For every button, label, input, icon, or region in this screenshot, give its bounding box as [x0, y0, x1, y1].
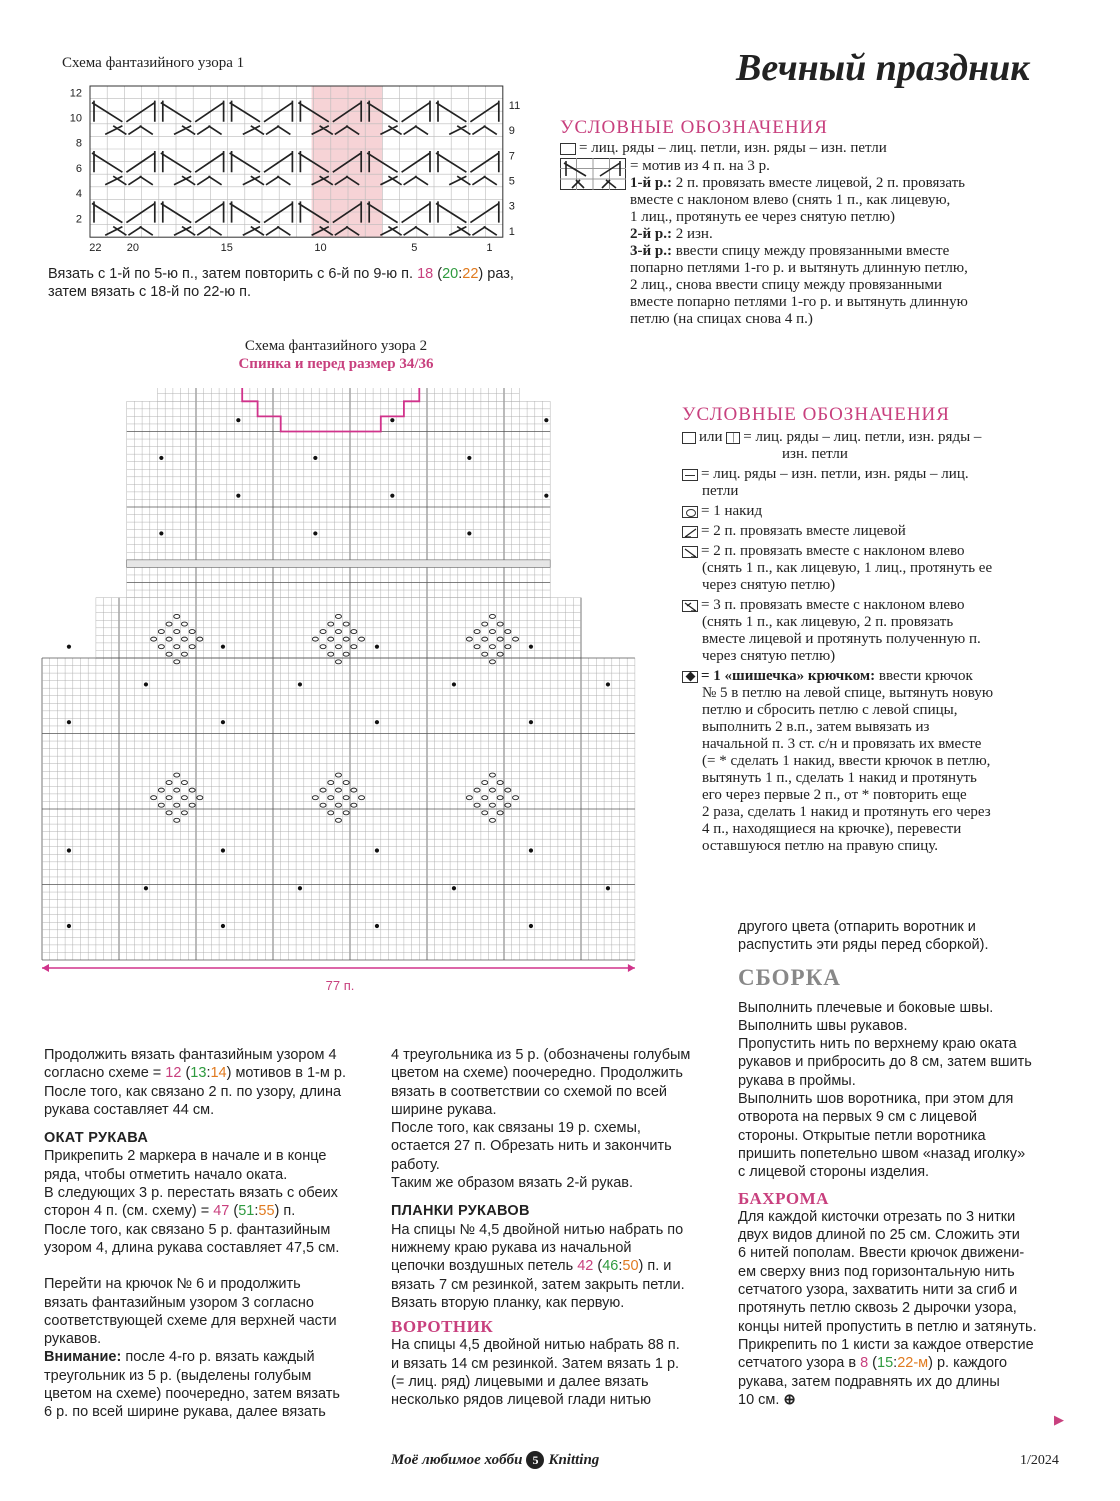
bobble-mark: [390, 418, 394, 422]
lace-yarn-over: [359, 637, 365, 641]
row-number-right: 5: [508, 175, 515, 188]
okat-heading: ОКАТ РУКАВА: [44, 1130, 149, 1147]
legend2-item7-line: его через первые 2 п., от * повторить еще: [702, 787, 967, 803]
lace-yarn-over: [328, 796, 334, 800]
bobble-mark: [221, 924, 225, 928]
lace-yarn-over: [482, 781, 488, 785]
bobble-mark: [159, 531, 163, 535]
lace-yarn-over: [174, 803, 180, 807]
bobble-mark: [221, 720, 225, 724]
lace-yarn-over: [343, 796, 349, 800]
bobble-mark: [375, 645, 379, 649]
legend2-item7-line: петлю и сбросить петлю с левой спицы,: [702, 702, 958, 718]
lace-yarn-over: [189, 630, 195, 634]
empty-cell-icon: [560, 143, 576, 155]
legend2-item7-lines: [702, 685, 1082, 855]
empty-cell-icon: [682, 432, 696, 444]
bobble-mark: [544, 494, 548, 498]
bobble-mark: [67, 720, 71, 724]
lace-yarn-over: [513, 637, 519, 641]
lace-yarn-over: [174, 660, 180, 664]
lace-yarn-over: [497, 622, 503, 626]
lace-yarn-over: [189, 788, 195, 792]
lace-yarn-over: [312, 796, 318, 800]
lace-yarn-over: [158, 630, 164, 634]
chart1-note-text-b: раз,: [483, 266, 514, 282]
legend2-item7-line: вытянуть 1 п., сделать 1 накид и протянуть: [702, 770, 977, 786]
legend2-item2: = лиц. ряды – изн. петли, изн. ряды – лиц. петли: [682, 466, 1082, 500]
lace-yarn-over: [320, 630, 326, 634]
chart1: [38, 78, 528, 262]
lace-yarn-over: [166, 637, 172, 641]
bobble-mark: [144, 886, 148, 890]
bobble-mark: [67, 645, 71, 649]
lace-yarn-over: [474, 788, 480, 792]
leaf-motif: [230, 151, 293, 185]
lace-yarn-over: [497, 652, 503, 656]
bobble-mark: [298, 682, 302, 686]
row-number-left: 12: [69, 87, 82, 100]
legend2-item6: = 3 п. провязать вместе с наклоном влево (снять 1 п., как лицевую, 2 п. провязать вместе лицевой и протянуть полученную п. через снятую петлю): [682, 597, 1082, 665]
lace-yarn-over: [158, 788, 164, 792]
bobble-mark: [144, 682, 148, 686]
legend2-item7-line: начальной п. 3 ст. с/н и провязать их вместе: [702, 736, 982, 752]
bobble-mark: [67, 924, 71, 928]
bobble-mark: [544, 418, 548, 422]
chart2-title: Схема фантазийного узора 2: [244, 338, 428, 354]
lace-yarn-over: [505, 788, 511, 792]
lace-yarn-over: [174, 818, 180, 822]
row-number-left: 2: [75, 213, 82, 226]
bobble-mark: [529, 848, 533, 852]
lace-yarn-over: [174, 788, 180, 792]
bobble-mark: [67, 848, 71, 852]
lace-yarn-over: [359, 796, 365, 800]
lace-yarn-over: [497, 781, 503, 785]
bobble-mark: [375, 924, 379, 928]
leaf-motif-icon: [560, 158, 626, 190]
width-arrow-right: [628, 964, 635, 972]
lace-yarn-over: [181, 811, 187, 815]
lace-yarn-over: [351, 788, 357, 792]
lace-yarn-over: [181, 637, 187, 641]
lace-yarn-over: [489, 660, 495, 664]
chart1-grid: [38, 78, 528, 262]
bobble-mark: [529, 645, 533, 649]
sborka-heading: СБОРКА: [738, 964, 841, 990]
lace-yarn-over: [343, 637, 349, 641]
bobble-mark: [159, 456, 163, 460]
legend1-heading: УСЛОВНЫЕ ОБОЗНАЧЕНИЯ: [560, 117, 828, 138]
row-number-right: 11: [508, 99, 521, 112]
lace-yarn-over: [197, 637, 203, 641]
chart1-title: Схема фантазийного узора 1: [62, 55, 245, 71]
legend2-item5: = 2 п. провязать вместе с наклоном влево (снять 1 п., как лицевую, 1 лиц., протянуть ее через снятую петлю): [682, 543, 1082, 594]
column-number: 5: [411, 242, 418, 255]
lace-yarn-over: [482, 622, 488, 626]
legend2-item7-line: 4 п., находящиеся на крючке), перевести: [702, 821, 962, 837]
leaf-motif: [436, 201, 499, 235]
lace-yarn-over: [166, 811, 172, 815]
lace-yarn-over: [505, 803, 511, 807]
legend2-item4: = 2 п. провязать вместе лицевой: [682, 523, 1082, 540]
k2tog-icon: [682, 526, 698, 538]
lace-yarn-over: [151, 637, 157, 641]
row-number-right: 9: [508, 125, 515, 138]
lace-yarn-over: [482, 637, 488, 641]
lace-yarn-over: [312, 637, 318, 641]
lace-yarn-over: [181, 622, 187, 626]
column-number: 1: [486, 242, 493, 255]
lace-yarn-over: [489, 818, 495, 822]
bobble-mark: [529, 720, 533, 724]
dash-cell-icon: [682, 469, 698, 481]
column-number: 15: [220, 242, 233, 255]
lace-yarn-over: [513, 796, 519, 800]
chart2: [40, 388, 640, 978]
lace-yarn-over: [343, 811, 349, 815]
lace-yarn-over: [328, 811, 334, 815]
lace-yarn-over: [166, 781, 172, 785]
lace-yarn-over: [166, 622, 172, 626]
lace-yarn-over: [497, 796, 503, 800]
lace-yarn-over: [335, 660, 341, 664]
row-number-right: 3: [508, 200, 515, 213]
lace-yarn-over: [174, 645, 180, 649]
leaf-motif: [92, 201, 155, 235]
leaf-motif: [436, 101, 499, 135]
leaf-motif: [92, 101, 155, 135]
lace-yarn-over: [335, 788, 341, 792]
bobble-mark: [221, 848, 225, 852]
footer-badge: 5: [526, 1451, 544, 1469]
vertical-bar-cell-icon: |: [726, 432, 740, 444]
lace-yarn-over: [320, 645, 326, 649]
lace-yarn-over: [328, 652, 334, 656]
lace-yarn-over: [482, 796, 488, 800]
lace-yarn-over: [489, 645, 495, 649]
row-number-left: 10: [69, 112, 82, 125]
legend2: [682, 429, 1082, 855]
lace-yarn-over: [181, 652, 187, 656]
yarn-over-icon: [682, 506, 698, 518]
lace-yarn-over: [181, 796, 187, 800]
neckline: [227, 388, 435, 432]
lace-yarn-over: [466, 796, 472, 800]
legend1-item2: = мотив из 4 п. на 3 р. 1-й р.: 2 п. провязать вместе лицевой, 2 п. провязать вместе с наклоном влево (снять 1 п., как лицевую, 1 лиц., протянуть ее через снятую петлю) 2-й р.: 2 изн. 3-й р.: ввести спицу между провязанными вместе попарно петлями 1-го р. и вытянуть длинную петлю, 2 лиц., снова ввести спицу между провязанными вместе попарно петлями 1-го р. и вытянуть длинную петлю (на спицах снова 4 п.): [560, 158, 1080, 328]
lace-yarn-over: [174, 773, 180, 777]
bobble-mark: [390, 494, 394, 498]
lace-yarn-over: [505, 630, 511, 634]
legend2-item7: = 1 «шишечка» крючком: ввести крючок № 5 в петлю на левой спице, вытянуть новую петлю и сбросить петлю с левой спицы, выполнить 2 в.п., затем вывязать из начальной п. 3 ст. с/н и провязать их вместе (= * сделать 1 накид, ввести крючок в петлю, вытянуть 1 п., сделать 1 накид и протянуть его через первые 2 п., от * повторить еще 2 раза, сделать 1 накид и протянуть его через 4 п., находящиеся на крючке), перевести оставшуюся петлю на правую спицу.: [682, 668, 1082, 855]
legend1: [560, 140, 1080, 328]
leaf-motif: [161, 201, 224, 235]
lace-yarn-over: [489, 614, 495, 618]
column-number: 10: [314, 242, 327, 255]
lace-yarn-over: [497, 637, 503, 641]
bobble-mark: [221, 645, 225, 649]
chart1-note-text: Вязать с 1-й по 5-ю п., затем повторить с 6-й по 9-ю п.: [48, 266, 418, 282]
lace-yarn-over: [489, 773, 495, 777]
lace-yarn-over: [482, 652, 488, 656]
row-number-right: 7: [508, 150, 515, 163]
lace-yarn-over: [351, 803, 357, 807]
legend1-item1: = лиц. ряды – лиц. петли, изн. ряды – изн. петли: [560, 140, 1080, 157]
lace-yarn-over: [489, 630, 495, 634]
chart2-width-label: 77 п.: [325, 978, 355, 993]
row-number-left: 6: [75, 162, 82, 175]
size-value-1: 18: [417, 266, 434, 282]
lace-yarn-over: [189, 645, 195, 649]
lace-yarn-over: [335, 645, 341, 649]
bobble-mark: [452, 886, 456, 890]
leaf-motif: [230, 201, 293, 235]
legend2-item7-line: 2 раза, сделать 1 накид и протянуть его через: [702, 804, 991, 820]
bobble-mark: [313, 456, 317, 460]
lace-yarn-over: [328, 637, 334, 641]
leaf-motif: [161, 101, 224, 135]
lace-yarn-over: [343, 652, 349, 656]
row-number-right: 1: [508, 225, 515, 238]
bobble-mark: [452, 682, 456, 686]
lace-yarn-over: [158, 803, 164, 807]
lace-yarn-over: [466, 637, 472, 641]
bobble-mark: [606, 886, 610, 890]
ssk-icon: [682, 546, 698, 558]
lace-yarn-over: [335, 803, 341, 807]
lace-yarn-over: [335, 818, 341, 822]
text-column-3: другого цвета (отпарить воротник и распустить эти ряды перед сборкой). СБОРКА Выполнить плечевые и боковые швы. Выполнить швы рукавов. Пропустить нить по верхнему краю оката рукавов и прибросить до 8 см, затем вшить рукава в проймы. Выполнить шов воротника, при этом для отворота на первых 9 см с лицевой стороны. Открытые петли воротника пришить попетельно швом «назад иголку» с лицевой стороны изделия. БАХРОМА Для каждой кисточки отрезать по 3 нитки двух видов длиной по 25 см. Сложить эти 6 нитей пополам. Ввести крючок движени- ем сверху вниз под горизонтальную нить сетчатого узора, захватить нити за сгиб и протянуть петлю сквозь 2 дырочки узора, концы нитей пропустить в петлю и затянуть. Прикрепить по 1 кисти за каждое отверстие сетчатого узора в 8 (15:22-м) р. каждого рукава, затем подравнять их до длины 10 см. ⊕: [738, 918, 1088, 1409]
lace-yarn-over: [335, 614, 341, 618]
bobble-mark: [375, 720, 379, 724]
lace-yarn-over: [351, 645, 357, 649]
lace-yarn-over: [197, 796, 203, 800]
lace-yarn-over: [489, 803, 495, 807]
lace-yarn-over: [335, 773, 341, 777]
leaf-motif: [92, 151, 155, 185]
lace-yarn-over: [474, 630, 480, 634]
size-value-2: 20: [442, 266, 459, 282]
lace-yarn-over: [158, 645, 164, 649]
legend2-item7-line: выполнить 2 в.п., затем вывязать из: [702, 719, 930, 735]
page-title: Вечный праздник: [736, 47, 1030, 89]
bobble-mark: [375, 848, 379, 852]
legend2-item7-line: оставшуюся петлю на правую спицу.: [702, 838, 939, 854]
lace-yarn-over: [497, 811, 503, 815]
column-number: 22: [89, 242, 102, 255]
vorot-heading: ВОРОТНИК: [391, 1317, 494, 1337]
column-number: 20: [126, 242, 140, 255]
lace-yarn-over: [474, 803, 480, 807]
lace-yarn-over: [166, 796, 172, 800]
lace-yarn-over: [505, 645, 511, 649]
next-page-arrow-icon[interactable]: ▶: [1054, 1412, 1064, 1427]
bobble-mark: [467, 531, 471, 535]
leaf-motif: [230, 101, 293, 135]
bobble-mark: [313, 531, 317, 535]
bahroma-heading: БАХРОМА: [738, 1188, 829, 1208]
lace-yarn-over: [489, 788, 495, 792]
legend2-heading: УСЛОВНЫЕ ОБОЗНАЧЕНИЯ: [682, 404, 950, 425]
legend2-item7-line: № 5 в петлю на левой спице, вытянуть новую: [702, 685, 994, 701]
lace-yarn-over: [328, 622, 334, 626]
lace-yarn-over: [351, 630, 357, 634]
lace-yarn-over: [174, 614, 180, 618]
footer-brand: Моё любимое хобби 5 Knitting: [391, 1451, 600, 1468]
bobble-mark: [529, 924, 533, 928]
lace-yarn-over: [343, 781, 349, 785]
legend2-item7-line: (= * сделать 1 накид, ввести крючок в петлю,: [702, 753, 991, 769]
bobble-mark: [298, 886, 302, 890]
chart2-subtitle: Спинка и перед размер 34/36: [238, 356, 434, 372]
row-number-left: 8: [75, 137, 82, 150]
legend2-item3: = 1 накид: [682, 503, 1082, 520]
issue-number: 1/2024: [1020, 1453, 1059, 1468]
bobble-mark: [467, 456, 471, 460]
lace-yarn-over: [166, 652, 172, 656]
bobble-mark: [606, 682, 610, 686]
bobble-mark: [236, 418, 240, 422]
width-arrow-left: [42, 964, 49, 972]
lace-yarn-over: [320, 788, 326, 792]
lace-yarn-over: [474, 645, 480, 649]
bobble-mark: [236, 494, 240, 498]
leaf-motif: [436, 151, 499, 185]
sk2p-icon: [682, 600, 698, 612]
plank-heading: ПЛАНКИ РУКАВОВ: [391, 1203, 530, 1220]
bobble-icon: [682, 671, 698, 683]
row-number-left: 4: [75, 188, 82, 201]
lace-yarn-over: [343, 622, 349, 626]
lace-yarn-over: [320, 803, 326, 807]
lace-yarn-over: [151, 796, 157, 800]
leaf-motif: [161, 151, 224, 185]
legend2-item1: или | = лиц. ряды – лиц. петли, изн. ряды – изн. петли: [682, 429, 1082, 463]
lace-yarn-over: [335, 630, 341, 634]
lace-yarn-over: [482, 811, 488, 815]
lace-yarn-over: [174, 630, 180, 634]
lace-yarn-over: [181, 781, 187, 785]
rib-band: [127, 560, 551, 568]
end-mark-icon: ⊕: [783, 1391, 796, 1408]
chart1-note-text-c: затем вязать с 18-й по 22-ю п.: [48, 284, 251, 301]
size-value-3: 22: [462, 266, 479, 282]
chart2-grid: [40, 388, 640, 978]
text-column-2: 4 треугольника из 5 р. (обозначены голубым цветом на схеме) поочередно. Продолжить вязать в соответствии со схемой по всей ширине рукава. После того, как связаны 19 р. схемы, остается 27 п. Обрезать нить и закончить работу. Таким же образом вязать 2-й рукав. ПЛАНКИ РУКАВОВ На спицы № 4,5 двойной нитью набрать по нижнему краю рукава из начальной цепочки воздушных петель 42 (46:50) п. и вязать 7 см резинкой, затем закрыть петли. Вязать вторую планку, как первую. ВОРОТНИК На спицы 4,5 двойной нитью набрать 88 п. и вязать 14 см резинкой. Затем вязать 1 р. (= лиц. ряд) лицевыми и далее вязать несколько рядов лицевой глади нитью: [391, 1046, 731, 1410]
lace-yarn-over: [189, 803, 195, 807]
text-column-1: Продолжить вязать фантазийным узором 4 согласно схеме = 12 (13:14) мотивов в 1-м р. После того, как связано 2 п. по узору, длина рукава составляет 44 см. ОКАТ РУКАВА Прикрепить 2 маркера в начале и в конце ряда, чтобы отметить начало оката. В следующих 3 р. перестать вязать с обеих сторон 4 п. (см. схему) = 47 (51:55) п. После того, как связано 5 р. фантазийным узором 4, длина рукава составляет 47,5 см. Перейти на крючок № 6 и продолжить вязать фантазийным узором 3 согласно соответствующей схеме для верхней части рукавов. Внимание: после 4-го р. вязать каждый треугольник из 5 р. (выделены голубым цветом на схеме) поочередно, затем вязать 6 р. по всей ширине рукава, далее вязать: [44, 1046, 384, 1422]
lace-yarn-over: [328, 781, 334, 785]
chart1-note: Вязать с 1-й по 5-ю п., затем повторить с 6-й по 9-ю п. 18 (20:22) раз, затем вязать с 18-й по 22-ю п.: [48, 266, 514, 301]
